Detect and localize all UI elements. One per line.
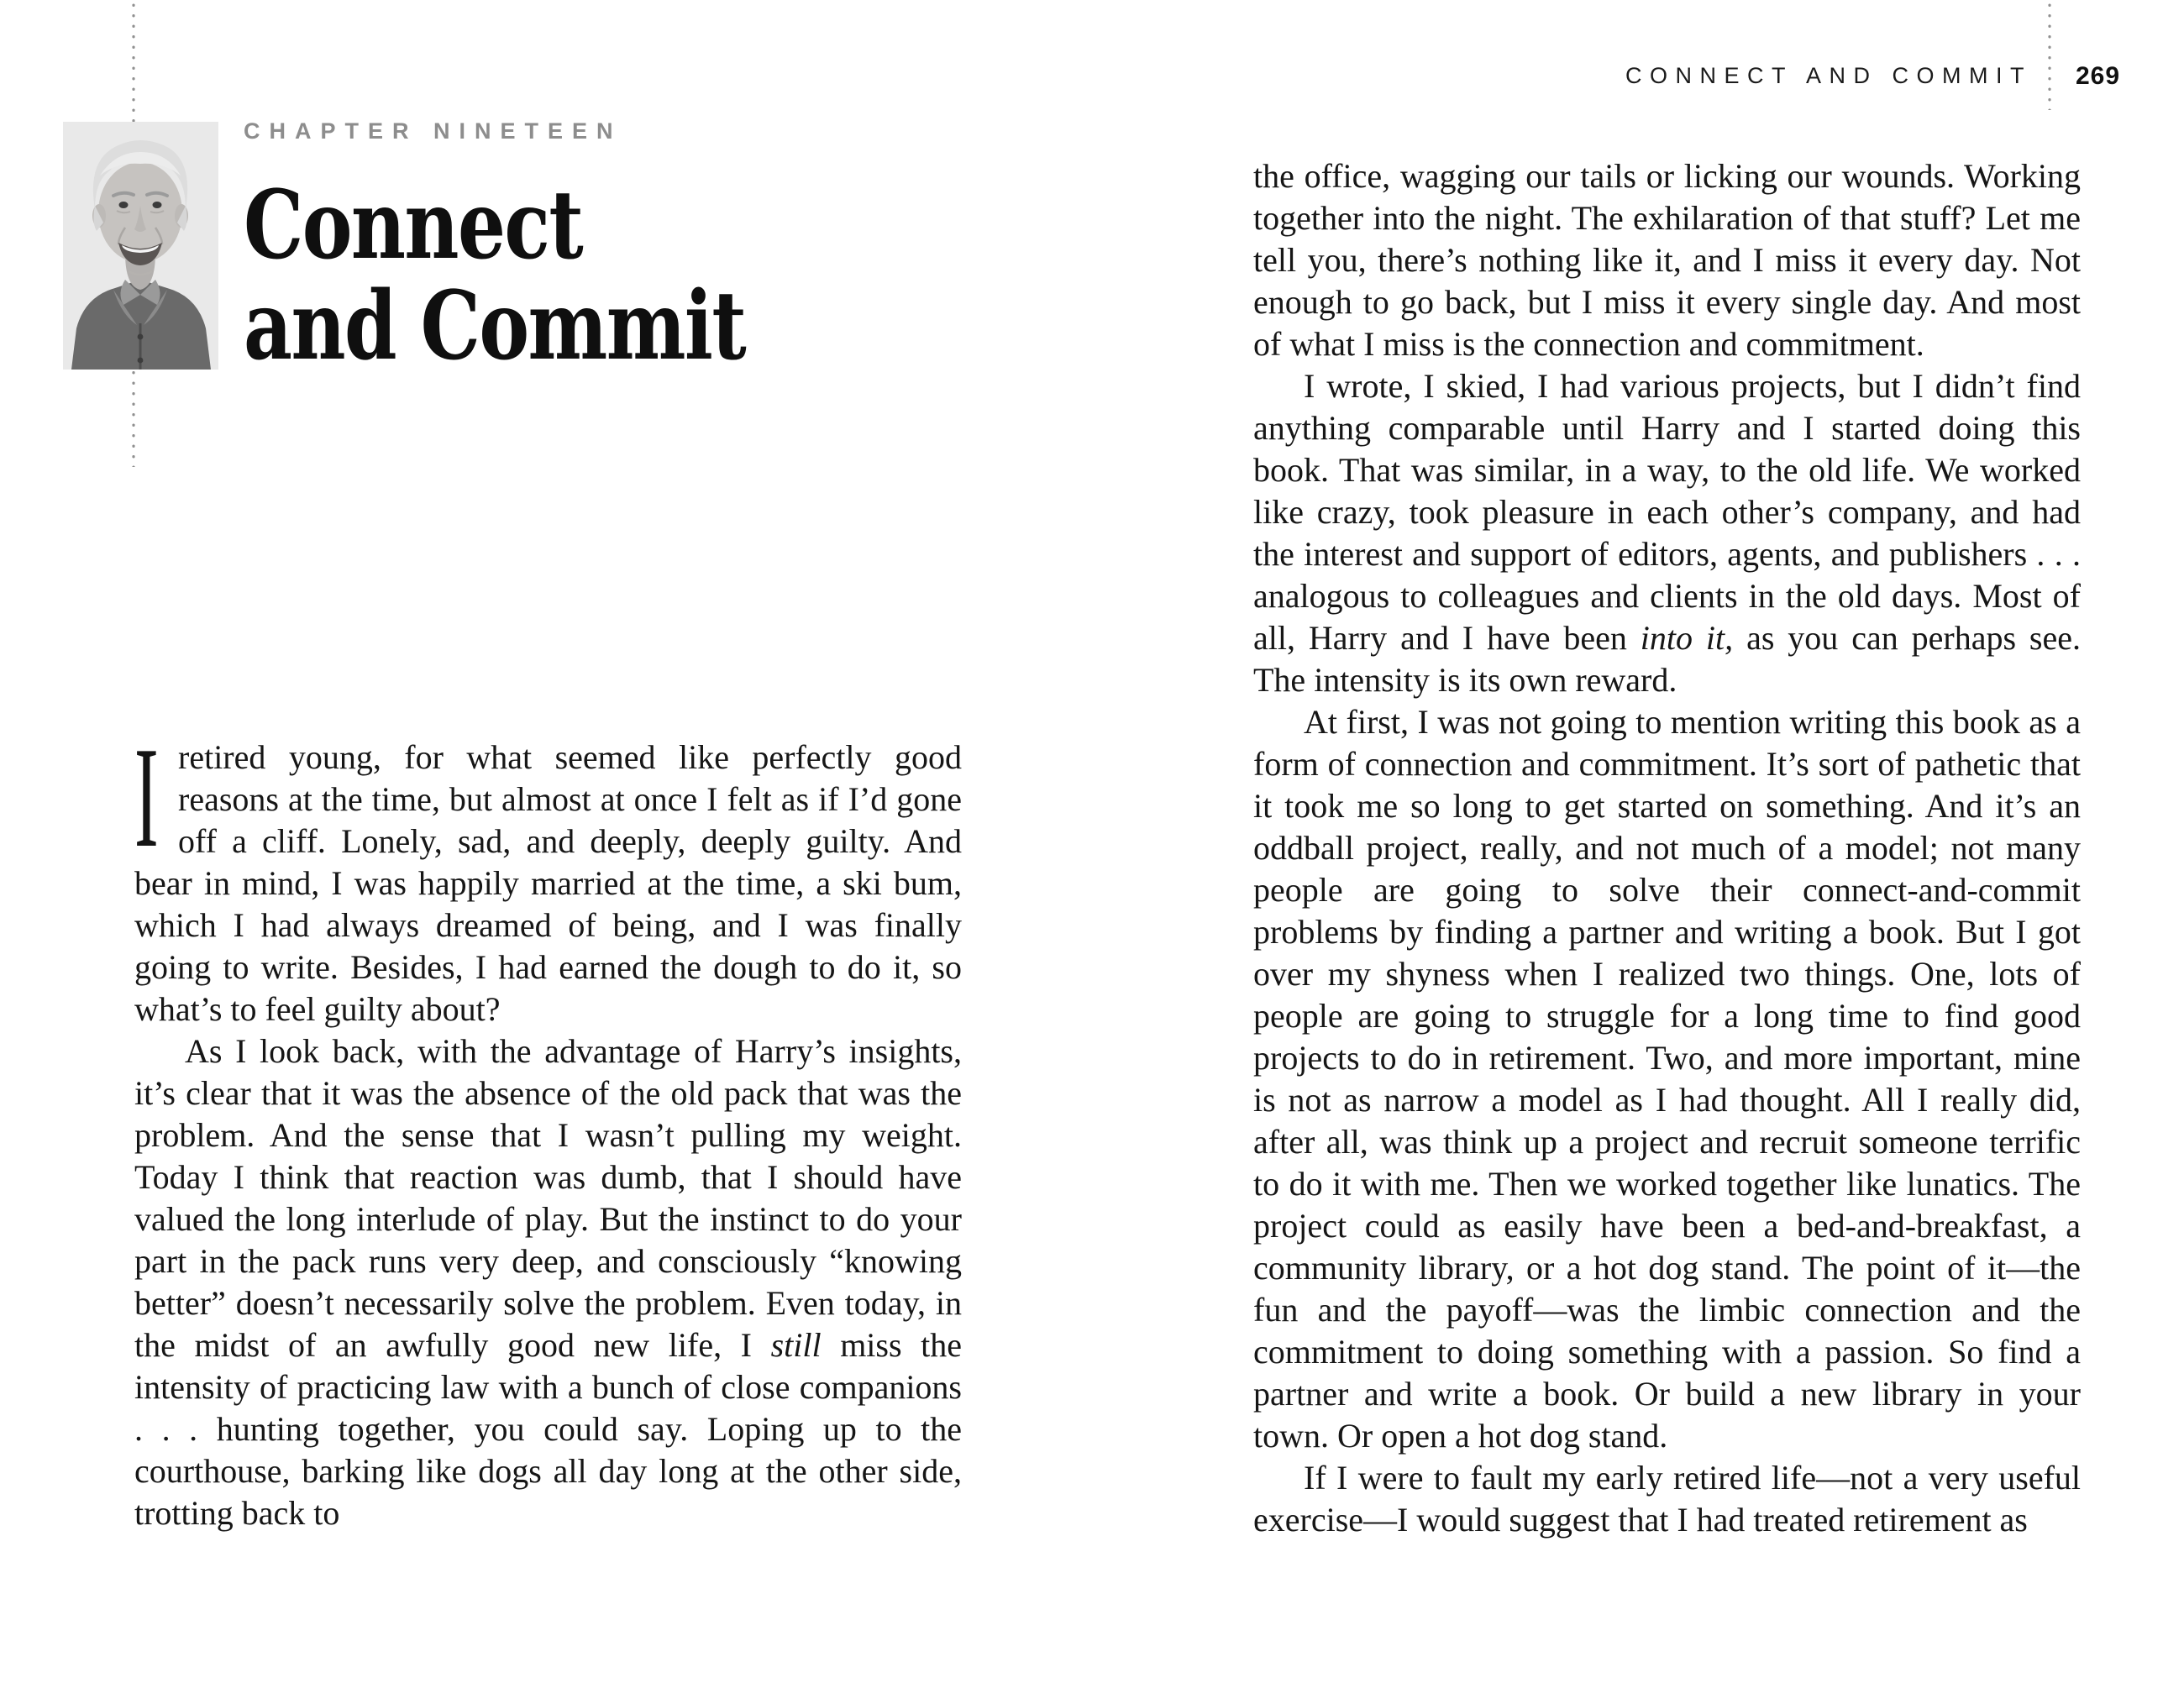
paragraph-text: If I were to fault my early retired life—not a very useful exercise—I would suggest that I had treated retirement as <box>1253 1459 2081 1539</box>
author-photo <box>63 122 218 370</box>
paragraph <box>1253 1457 2081 1541</box>
paragraph <box>1253 701 2081 1457</box>
dotted-rule-right <box>2048 0 2051 110</box>
paragraph-text: I wrote, I skied, I had various projects, but I didn’t find anything comparable until Harry and I started doing this book. That was similar, in a way, to the old life. We worked like crazy, took pleasure in each other’s company, and had the interest and support of editors, agents, and publishers . . . analogous to colleagues and clients in the old days. Most of all, Harry and I have been into it, as you can perhaps see. The intensity is its own reward. <box>1253 367 2082 699</box>
paragraph-text: retired young, for what seemed like perfectly good reasons at the time, but almost at once I felt as if I’d gone off a cliff. Lonely, sad, and deeply, deeply guilty. And bear in mind, I was happily married at the time, a ski bum, which I had always dreamed of being, and I was finally going to write. Besides, I had earned the dough to do it, so what’s to feel guilty about? <box>134 738 962 1028</box>
running-header: CONNECT AND COMMIT <box>1625 63 2032 88</box>
chapter-title-line1: Connect <box>244 170 583 281</box>
paragraph-text: As I look back, with the advantage of Harry’s insights, it’s clear that it was the absence of the old pack that was the problem. And the sense that I wasn’t pulling my weight. Today I think that reaction was dumb, that I should have valued the long interlude of play. But the instinct to do your part in the pack runs very deep, and consciously “knowing better” doesn’t necessarily solve the problem. Even today, in the midst of an awfully good new life, I still miss the intensity of practicing law with a bunch of close companions . . . hunting together, you could say. Loping up to the courthouse, barking like dogs all day long at the other side, trotting back to <box>134 1032 963 1532</box>
chapter-title <box>244 170 746 381</box>
left-text-column <box>134 718 963 1534</box>
paragraph <box>1253 365 2081 701</box>
chapter-eyebrow: CHAPTER NINETEEN <box>244 118 622 144</box>
right-text-column <box>1253 155 2081 1541</box>
drop-cap: I <box>134 718 159 878</box>
paragraph <box>1253 155 2081 365</box>
page-number: 269 <box>2076 62 2121 90</box>
paragraph-text: the office, wagging our tails or licking our wounds. Working together into the night. The exhilaration of that stuff? Let me tell you, there’s nothing like it, and I miss it every day. Not enough to go back, but I miss it every single day. And most of what I miss is the connection and commitment. <box>1253 157 2081 363</box>
chapter-title-line2: and Commit <box>244 271 746 381</box>
paragraph-text: At first, I was not going to mention writing this book as a form of connection and commitment. It’s sort of pathetic that it took me so long to get started on something. And it’s an oddball project, really, and not much of a model; not many people are going to solve their connect-and-commit problems by finding a partner and writing a book. But I got over my shyness when I realized two things. One, lots of people are going to struggle for a long time to find good projects to do in retirement. Two, and more important, mine is not as narrow a model as I had thought. All I really did, after all, was think up a project and recruit someone terrific to do it with me. Then we worked together like lunatics. The project could as easily have been a bed-and-breakfast, a community library, or a hot dog stand. The point of it—the fun and the payoff—was the limbic connection and the commitment to doing something with a passion. So find a partner and write a book. Or build a new library in your town. Or open a hot dog stand. <box>1253 703 2081 1455</box>
paragraph <box>134 1030 962 1534</box>
opening-paragraph <box>134 718 962 1030</box>
